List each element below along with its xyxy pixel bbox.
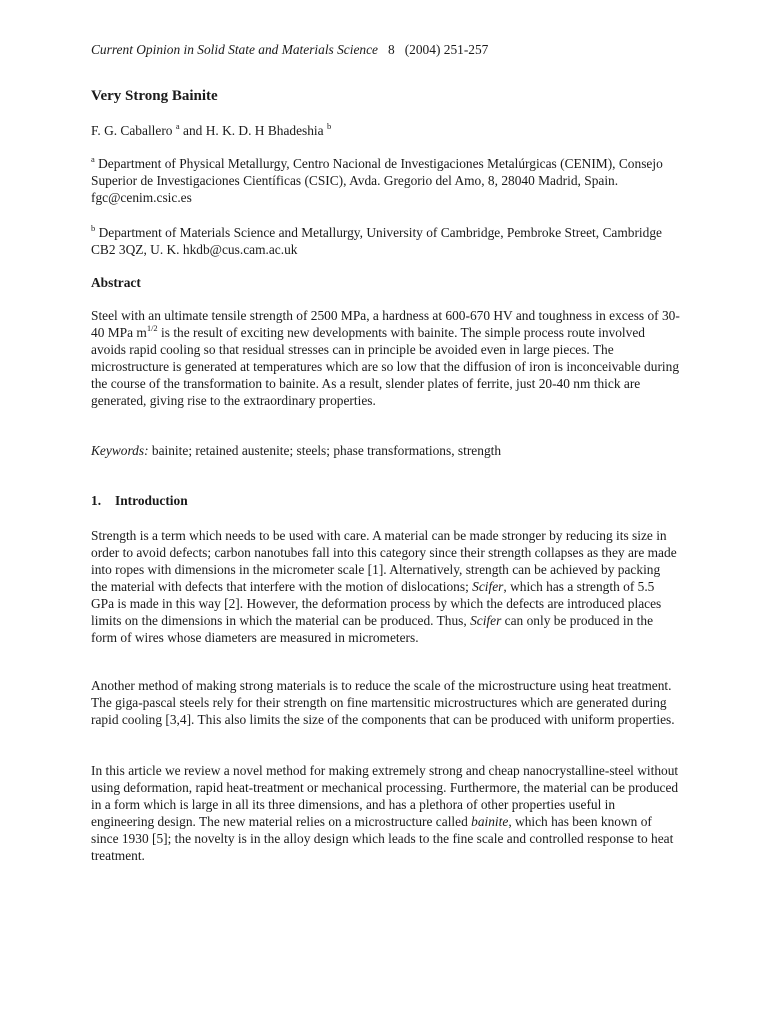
keywords-label: Keywords: (91, 443, 149, 458)
intro-p1-part-b: , which has a strength of 5.5 GPa is made in this way [2]. However, the deformation process by which the defects are introduced places limits on the dimensions in which the material can be produced. Thus, (91, 579, 662, 628)
intro-p3-part-b: , which has been known of since 1930 [5]; the novelty is in the alloy design which leads to the fine scale and controlled response to heat treatment. (91, 814, 674, 863)
abstract-unit-superscript: 1/2 (146, 322, 158, 333)
intro-p3-emphasis: bainite (471, 814, 509, 829)
affiliation-b (91, 224, 676, 258)
author-1: F. G. Caballero (91, 123, 173, 138)
abstract-text-part-2: is the result of exciting new developments with bainite. The simple process route involved avoids rapid cooling so that residual stresses can in principle be avoided even in large pieces. The microstructure is generated at temperatures which are so low that the diffusion of iron is inconceivable during the course of the transformation to bainite. As a result, slender plates of ferrite, just 20-40 nm thick are generated, giving rise to the extraordinary properties. (91, 325, 680, 408)
intro-paragraph-1 (91, 527, 679, 646)
section-heading-introduction (91, 492, 188, 509)
affiliation-a-mark: a (91, 153, 95, 164)
author-1-affiliation-mark: a (175, 120, 180, 131)
intro-paragraph-2: Another method of making strong materials is to reduce the scale of the microstructure using heat treatment. The giga-pascal steels rely for their strength on fine martensitic microstructures which are generated during rapid cooling [3,4]. This also limits the size of the components that can be produced with uniform properties. (91, 678, 675, 727)
paper-title: Very Strong Bainite (91, 88, 218, 104)
affiliation-b-mark: b (91, 222, 96, 233)
author-2-affiliation-mark: b (326, 120, 332, 131)
journal-volume: 8 (388, 42, 395, 57)
abstract-heading: Abstract (91, 275, 141, 290)
affiliation-b-text: Department of Materials Science and Metallurgy, University of Cambridge, Pembroke Street, Cambridge CB2 3QZ, U. K. hkdb@cus.cam.ac.uk (91, 225, 662, 257)
abstract-text (91, 307, 681, 409)
affiliation-a (91, 155, 676, 206)
journal-year-pages: (2004) 251-257 (404, 42, 489, 57)
section-number: 1. (91, 493, 102, 508)
affiliation-a-text: Department of Physical Metallurgy, Centro Nacional de Investigaciones Metalúrgicas (CENIM), Consejo Superior de Investigaciones Científicas (CSIC), Avda. Gregorio del Amo, 8, 28040 Madrid, Spain. fgc@cenim.csic.es (91, 156, 663, 205)
keywords-line (91, 442, 501, 459)
author-list (91, 122, 331, 139)
section-title: Introduction (115, 493, 188, 508)
intro-paragraph-3 (91, 762, 681, 864)
intro-p1-emphasis-2: Scifer (470, 613, 502, 628)
keywords-text: bainite; retained austenite; steels; phase transformations, strength (148, 443, 502, 458)
author-conjunction: and (183, 123, 203, 138)
abstract-text-part-1: Steel with an ultimate tensile strength of 2500 MPa, a hardness at 600-670 HV and toughness in excess of 30-40 MPa m (91, 308, 680, 340)
journal-name: Current Opinion in Solid State and Materials Science (91, 42, 378, 57)
intro-p3-part-a: In this article we review a novel method for making extremely strong and cheap nanocrystalline-steel without using deformation, rapid heat-treatment or mechanical processing. Furthermore, the material can be produced in a form which is large in all its three dimensions, and has a plethora of other properties useful in engineering design. The new material relies on a microstructure called (91, 763, 679, 829)
journal-header (91, 41, 691, 58)
intro-p1-emphasis-1: Scifer (472, 579, 504, 594)
intro-p1-part-a: Strength is a term which needs to be used with care. A material can be made stronger by reducing its size in order to avoid defects; carbon nanotubes fall into this category since their strength collapses as they are made into ropes with dimensions in the micrometer scale [1]. Alternatively, strength can be achieved by packing the material with defects that interfere with the motion of dislocations; (91, 528, 677, 594)
author-2: H. K. D. H Bhadeshia (205, 123, 324, 138)
intro-p1-part-c: can only be produced in the form of wires whose diameters are measured in micrometers. (91, 613, 654, 645)
